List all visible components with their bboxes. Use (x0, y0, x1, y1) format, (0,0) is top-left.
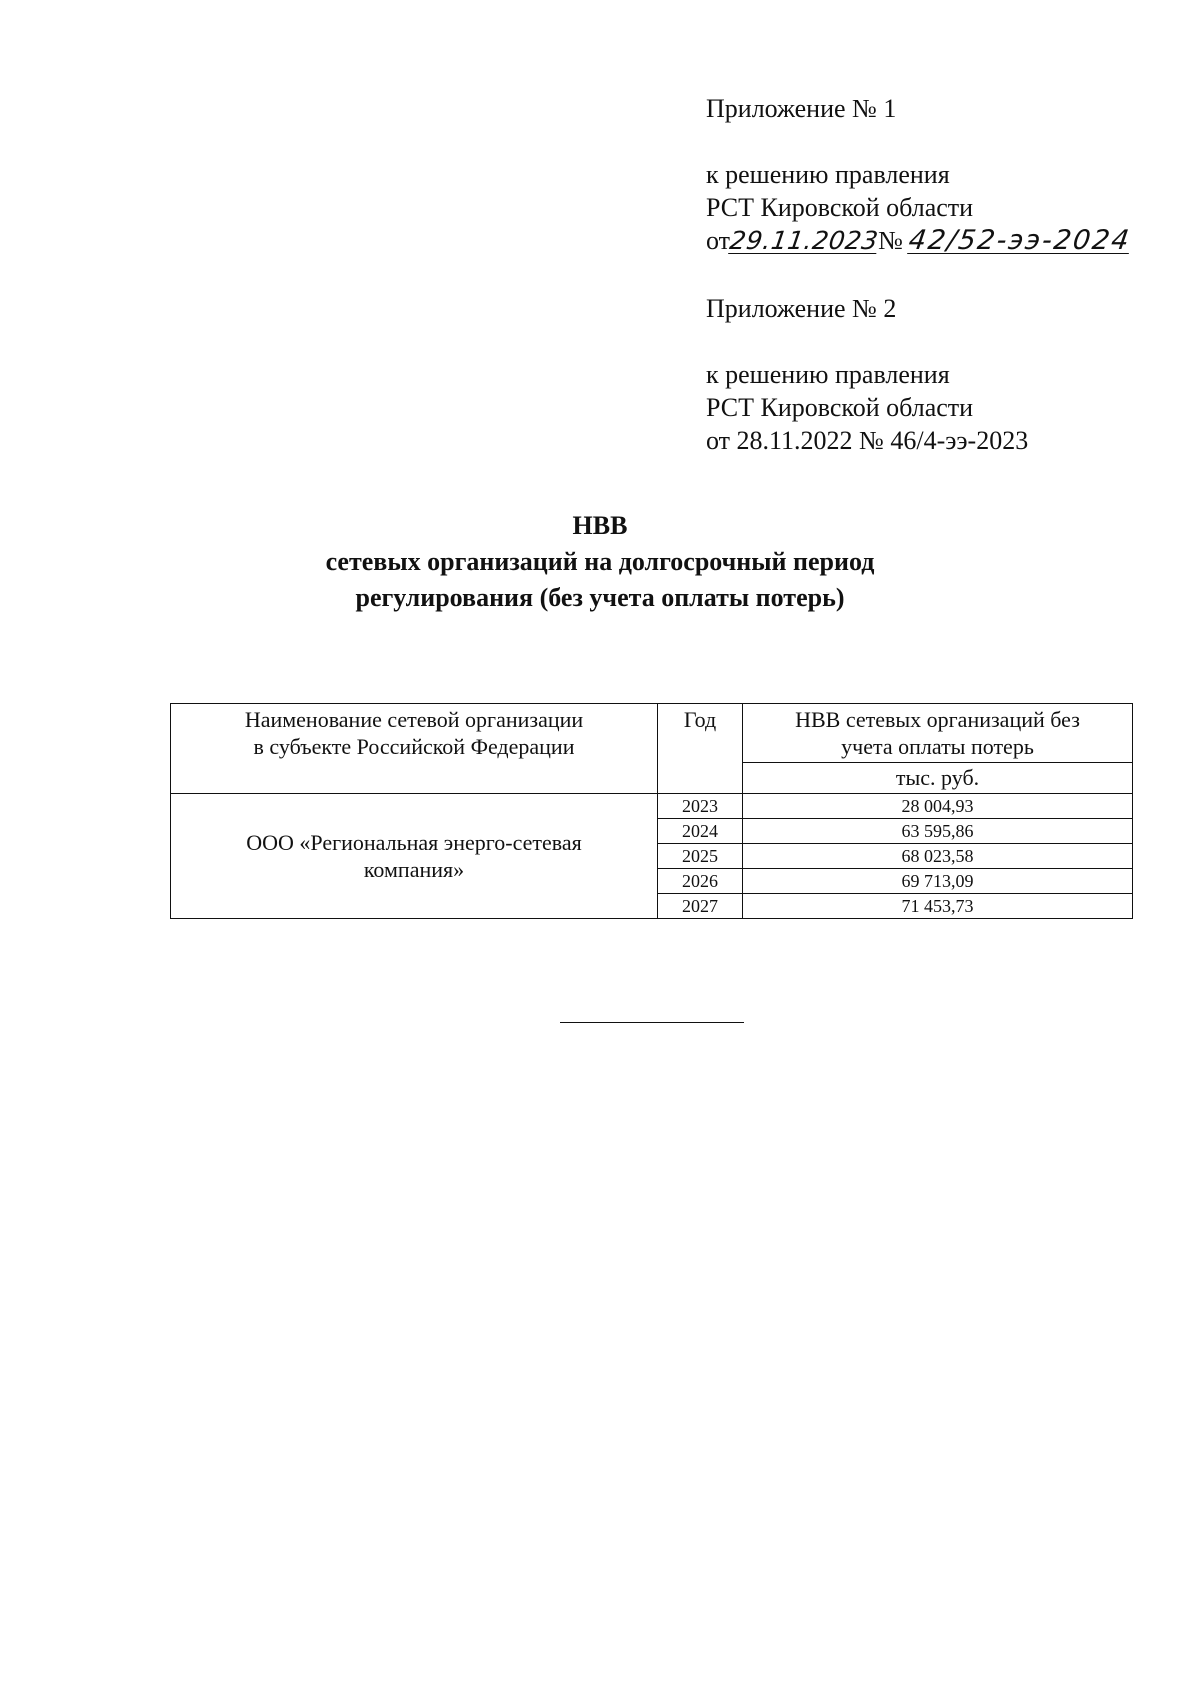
org-name-cell (171, 794, 658, 919)
header-org-name-line1: Наименование сетевой организации (244, 707, 584, 732)
header-org-name-line2: в субъекте Российской Федерации (253, 734, 575, 759)
header-nvv-line2: учета оплаты потерь (841, 734, 1034, 759)
heading-line3: регулирования (без учета оплаты потерь) (355, 583, 845, 612)
table-header-row (171, 704, 1133, 763)
org-name-line2: компания» (363, 857, 465, 882)
appendix-2-line3: от 28.11.2022 № 46/4-ээ-2023 (706, 426, 1029, 455)
value-cell: 71 453,73 (743, 894, 1133, 919)
document-heading (0, 508, 1200, 616)
year-cell: 2027 (658, 894, 743, 919)
appendix-2-line1: к решению правления (706, 360, 950, 389)
appendix-2-title: Приложение № 2 (706, 294, 897, 323)
header-unit: тыс. руб. (743, 763, 1133, 794)
appendix-1-line1: к решению правления (706, 160, 950, 189)
heading-line1: НВВ (572, 511, 628, 540)
heading-line2: сетевых организаций на долгосрочный период (325, 547, 875, 576)
appendix-2-line2: РСТ Кировской области (706, 393, 974, 422)
date-prefix: от (706, 226, 731, 255)
header-year: Год (658, 704, 743, 794)
year-cell: 2026 (658, 869, 743, 894)
value-cell: 68 023,58 (743, 844, 1133, 869)
value-cell: 63 595,86 (743, 819, 1133, 844)
table-row (171, 794, 1133, 819)
number-prefix: № (878, 226, 903, 255)
end-divider (560, 1022, 744, 1023)
appendix-1-title: Приложение № 1 (706, 94, 897, 123)
header-nvv-line1: НВВ сетевых организаций без (795, 707, 1080, 732)
year-cell: 2023 (658, 794, 743, 819)
handwritten-number: 42/52-ээ-2024 (907, 225, 1134, 256)
year-cell: 2025 (658, 844, 743, 869)
handwritten-date: 29.11.2023 (727, 226, 881, 255)
org-name-line1: ООО «Региональная энерго-сетевая (246, 830, 582, 855)
appendix-1-line2: РСТ Кировской области (706, 193, 974, 222)
appendix-1-block (706, 92, 1134, 257)
appendix-2-block (706, 292, 1028, 457)
year-cell: 2024 (658, 819, 743, 844)
header-org-name (171, 704, 658, 794)
value-cell: 69 713,09 (743, 869, 1133, 894)
header-nvv (743, 704, 1133, 763)
nvv-table (170, 703, 1133, 919)
value-cell: 28 004,93 (743, 794, 1133, 819)
appendix-1-date-number (706, 224, 1134, 257)
